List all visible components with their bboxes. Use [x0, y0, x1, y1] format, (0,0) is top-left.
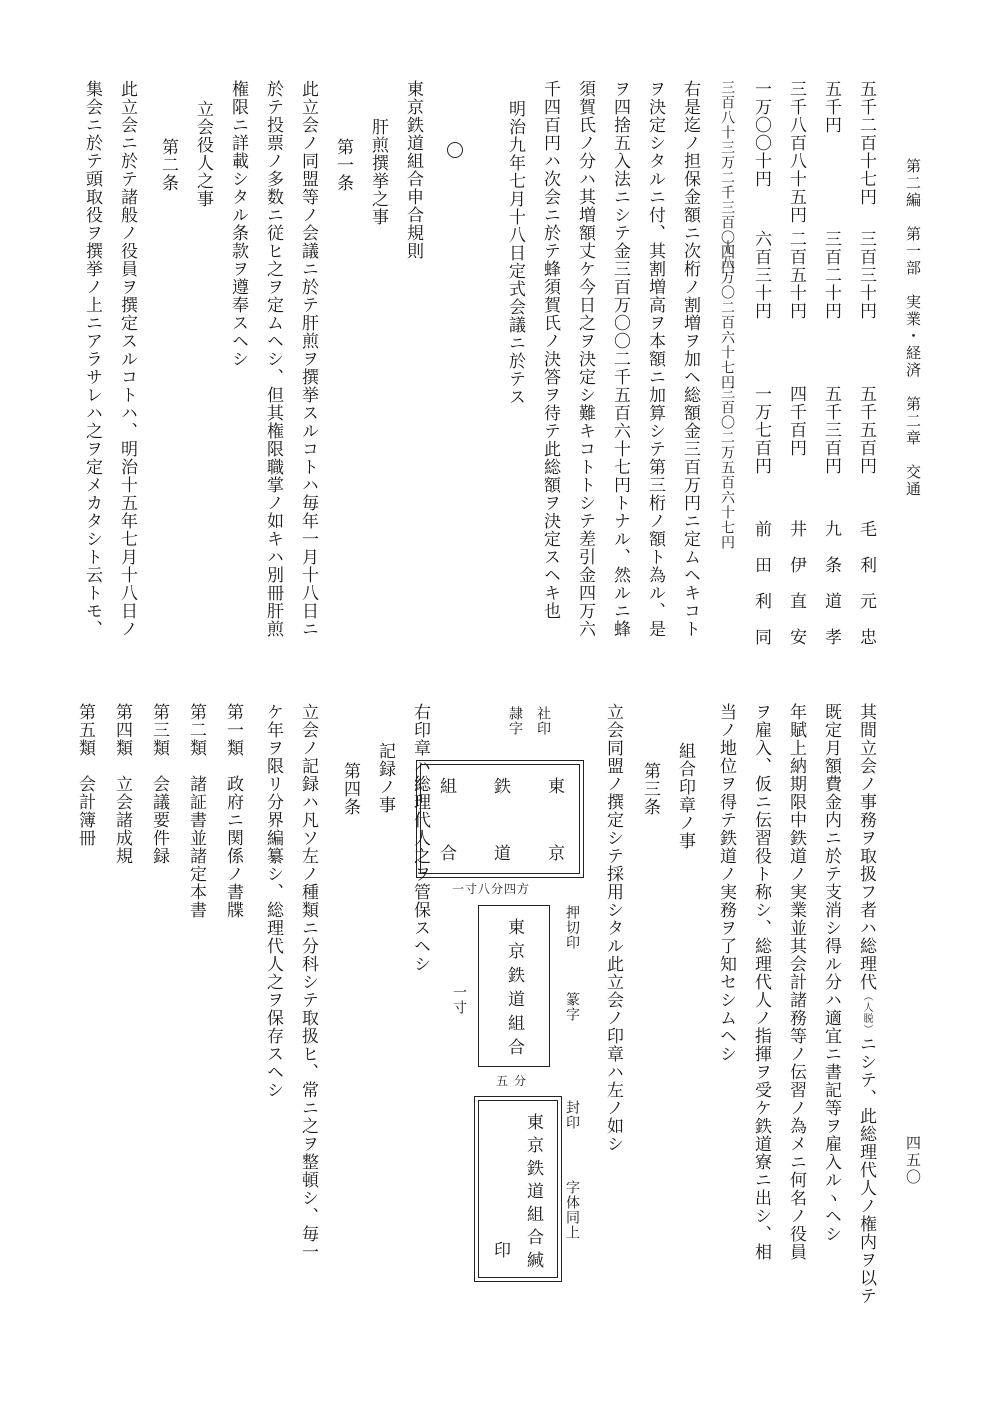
- seal-text: 印: [490, 1241, 510, 1258]
- seal-width-note: 五分: [496, 1074, 533, 1088]
- article-number: 第三条: [640, 762, 660, 816]
- ledger-cell: 六百三十円: [751, 230, 771, 320]
- paragraph-line: 千四百円ハ次会ニ於テ蜂須賀氏ノ決答ヲ待テ此総額ヲ決定スヘキ也: [540, 80, 560, 620]
- seal-text: 東 京: [544, 777, 564, 861]
- section-title: 肝煎撰挙之事: [368, 118, 388, 226]
- record-category: 第四類 立会諸成規: [112, 703, 132, 865]
- record-category: 第五類 会計簿冊: [75, 703, 95, 847]
- seal-height-note: 一寸: [451, 985, 467, 1015]
- ledger-cell: 毛 利 元 忠: [856, 520, 876, 646]
- rules-title: 東京鉄道組合申合規則: [403, 80, 423, 260]
- article-number: 第一条: [333, 138, 353, 192]
- ledger-cell: 一万〇〇十円: [751, 80, 771, 188]
- ledger-cell: 三百二十円: [821, 230, 841, 320]
- ledger-cell: 前 田 利 同: [751, 520, 771, 646]
- seal-label: 隷字: [507, 706, 523, 736]
- omission-note: （人脱）: [861, 991, 872, 1035]
- section-title: 記録ノ事: [375, 742, 395, 814]
- article-line: 立会ノ記録ハ凡ソ左ノ種類ニ分科シテ取扱ヒ、常ニ之ヲ整頓シ、毎一: [298, 703, 318, 1261]
- section-title: 立会役人之事: [193, 100, 213, 208]
- seal-text: 鉄 道: [490, 777, 510, 861]
- record-category: 第二類 諸証書並諸定本書: [186, 703, 206, 919]
- continued-text: ニシテ、此総理代人ノ権内ヲ以テ: [856, 1035, 876, 1305]
- continued-text: 其間立会ノ事務ヲ取扱フ者ハ総理代: [856, 703, 876, 991]
- article-number: 第四条: [340, 762, 360, 816]
- paragraph-line: ヲ四捨五入法ニシテ金三百万〇〇二千五百六十七円トナル、然ルニ蜂: [610, 80, 630, 638]
- ledger-cell: 五千円: [821, 80, 841, 134]
- date-line: 明治九年七月十八日定式会議ニ於テス: [505, 100, 525, 406]
- article-line: 立会同盟ノ撰定シテ採用シタル此立会ノ印章ハ左ノ如シ: [603, 703, 623, 1153]
- ledger-cell: 一万七百円: [751, 385, 771, 475]
- continued-line: 当ノ地位ヲ得テ鉄道ノ実務ヲ了知セシムヘシ: [716, 703, 736, 1063]
- seal-label: 字体同上: [564, 1180, 580, 1240]
- article-line: 集会ニ於テ頭取役ヲ撰挙ノ上ニアラサレハ之ヲ定メカタシト云トモ、: [82, 80, 102, 638]
- ledger-cell: 二百五十円: [786, 230, 806, 320]
- record-category: 第三類 会議要件録: [149, 703, 169, 865]
- ledger-cell: 三百三十円: [856, 230, 876, 320]
- seal-label: 社印: [535, 706, 551, 736]
- total-cell: 三百〇二万五百六十七円: [719, 385, 735, 550]
- ledger-cell: 五千五百円: [856, 385, 876, 475]
- tally-seal: [478, 905, 550, 1067]
- ledger-cell: 九 条 道 孝: [821, 520, 841, 646]
- article-number: 第二条: [158, 138, 178, 192]
- seal-text: 組 合: [436, 777, 456, 861]
- ledger-cell: 五千二百十七円: [856, 80, 876, 206]
- seal-label: 押切印: [564, 905, 580, 950]
- ledger-cell: 五千三百円: [821, 385, 841, 475]
- paragraph-line: 須賀氏ノ分ハ其増額丈ケ今日之ヲ決定シ難キコトトシテ差引金四万六: [575, 80, 595, 638]
- article-line: 権限ニ詳載シタル条款ヲ遵奉スヘシ: [228, 80, 248, 368]
- section-title: 組合印章ノ事: [675, 742, 695, 850]
- ledger-cell: 四千百円: [786, 385, 806, 457]
- running-title: 第二編 第一部 実業・経済 第二章 交通: [904, 158, 922, 498]
- seal-text: 東京鉄道組合緘: [523, 1113, 543, 1274]
- company-seal: [420, 764, 580, 874]
- seal-label: 篆字: [564, 992, 580, 1022]
- article-line: 此立会ノ同盟等ノ会議ニ於テ肝煎ヲ撰挙スルコトハ毎年一月十八日ニ: [298, 80, 318, 638]
- continued-line: ヲ雇入、仮ニ伝習役ト称シ、総理代人ノ指揮ヲ受ケ鉄道寮ニ出シ、相: [751, 703, 771, 1261]
- continued-line: 既定月額費金内ニ於テ支消シ得ル分ハ適宜ニ書記等ヲ雇入ルヽヘシ: [821, 703, 841, 1243]
- paragraph-line: ヲ決定シタルニ付、其割増高ヲ本額ニ加算シテ第三桁ノ額ト為ル、是: [645, 80, 665, 638]
- paragraph-line: 右是迄ノ担保金額ニ次桁ノ割増ヲ加ヘ総額金三百万円ニ定ムヘキコト: [680, 80, 700, 638]
- page-number: 四五〇: [904, 1135, 922, 1186]
- continued-line: 年賦上納期限中鉄道ノ実業並其会計諸務等ノ伝習ノ為メニ何名ノ役員: [786, 703, 806, 1261]
- article-line: 右印章ハ総理代人之ヲ管保スヘシ: [410, 703, 430, 973]
- continued-line: [857, 703, 874, 1305]
- total-cell: 十八万〇二百六十七円: [719, 240, 735, 390]
- article-line: 於テ投票ノ多数ニ従ヒ之ヲ定ムヘシ、但其権限職掌ノ如キハ別冊肝煎: [263, 80, 283, 638]
- seal-label: 封印: [564, 1100, 580, 1130]
- total-cell: 三百八十三万二千三百〇四円: [719, 80, 735, 275]
- record-category: 第一類 政府ニ関係ノ書牒: [223, 703, 243, 919]
- article-line: 此立会ニ於テ諸般ノ役員ヲ撰定スルコトハ、明治十五年七月十八日ノ: [117, 80, 137, 638]
- ledger-cell: 井 伊 直 安: [786, 520, 806, 646]
- seal-size-note: 一寸八分四方: [452, 882, 531, 896]
- closing-seal: [478, 1100, 558, 1278]
- circle-separator: [447, 142, 463, 158]
- seal-text: 東京鉄道組合: [504, 918, 524, 1062]
- article-line: ケ年ヲ限リ分界編纂シ、総理代人之ヲ保存スヘシ: [263, 703, 283, 1099]
- ledger-cell: 三千八百八十五円: [786, 80, 806, 224]
